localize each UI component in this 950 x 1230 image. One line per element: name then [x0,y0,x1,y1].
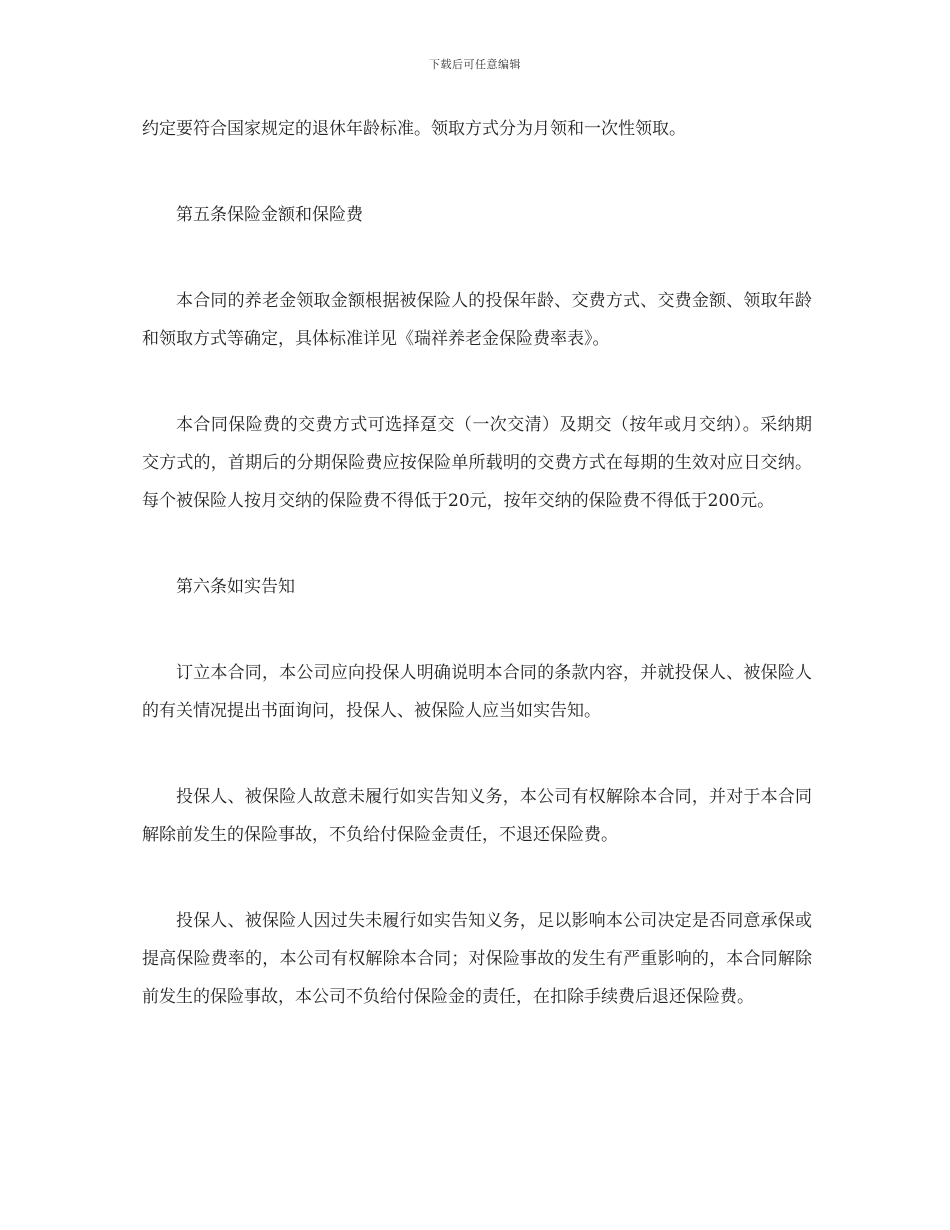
paragraph-retirement-age: 约定要符合国家规定的退休年龄标准。领取方式分为月领和一次性领取。 [142,119,686,139]
paragraph-spacer [142,854,812,902]
section-heading-article-6: 第六条如实告知 [176,577,295,597]
paragraph-spacer [142,606,812,654]
paragraph-spacer [142,730,812,778]
paragraph-spacer [142,148,812,196]
paragraph-disclosure-obligation: 订立本合同，本公司应向投保人明确说明本合同的条款内容，并就投保人、被保险人的有关情况提出书面询问，投保人、被保险人应当如实告知。 [142,663,812,721]
document-body [142,110,812,1016]
paragraph-spacer [142,358,812,406]
section-heading-article-5: 第五条保险金额和保险费 [176,205,363,225]
paragraph-premium-payment: 本合同保险费的交费方式可选择趸交（一次交清）及期交（按年或月交纳）。采纳期交方式的，首期后的分期保险费应按保险单所载明的交费方式在每期的生效对应日交纳。每个被保险人按月交纳的保险费不得低于20元，按年交纳的保险费不得低于200元。 [142,415,812,511]
page-header: 下载后可任意编辑 [429,58,521,71]
paragraph-intentional-nondisclosure: 投保人、被保险人故意未履行如实告知义务，本公司有权解除本合同，并对于本合同解除前发生的保险事故，不负给付保险金责任，不退还保险费。 [142,787,812,845]
paragraph-pension-amount: 本合同的养老金领取金额根据被保险人的投保年龄、交费方式、交费金额、领取年龄和领取方式等确定，具体标准详见《瑞祥养老金保险费率表》。 [142,291,812,349]
paragraph-spacer [142,234,812,282]
paragraph-spacer [142,520,812,568]
paragraph-negligent-nondisclosure: 投保人、被保险人因过失未履行如实告知义务，足以影响本公司决定是否同意承保或提高保险费率的，本公司有权解除本合同；对保险事故的发生有严重影响的，本合同解除前发生的保险事故，本公司不负给付保险金的责任，在扣除手续费后退还保险费。 [142,911,812,1007]
